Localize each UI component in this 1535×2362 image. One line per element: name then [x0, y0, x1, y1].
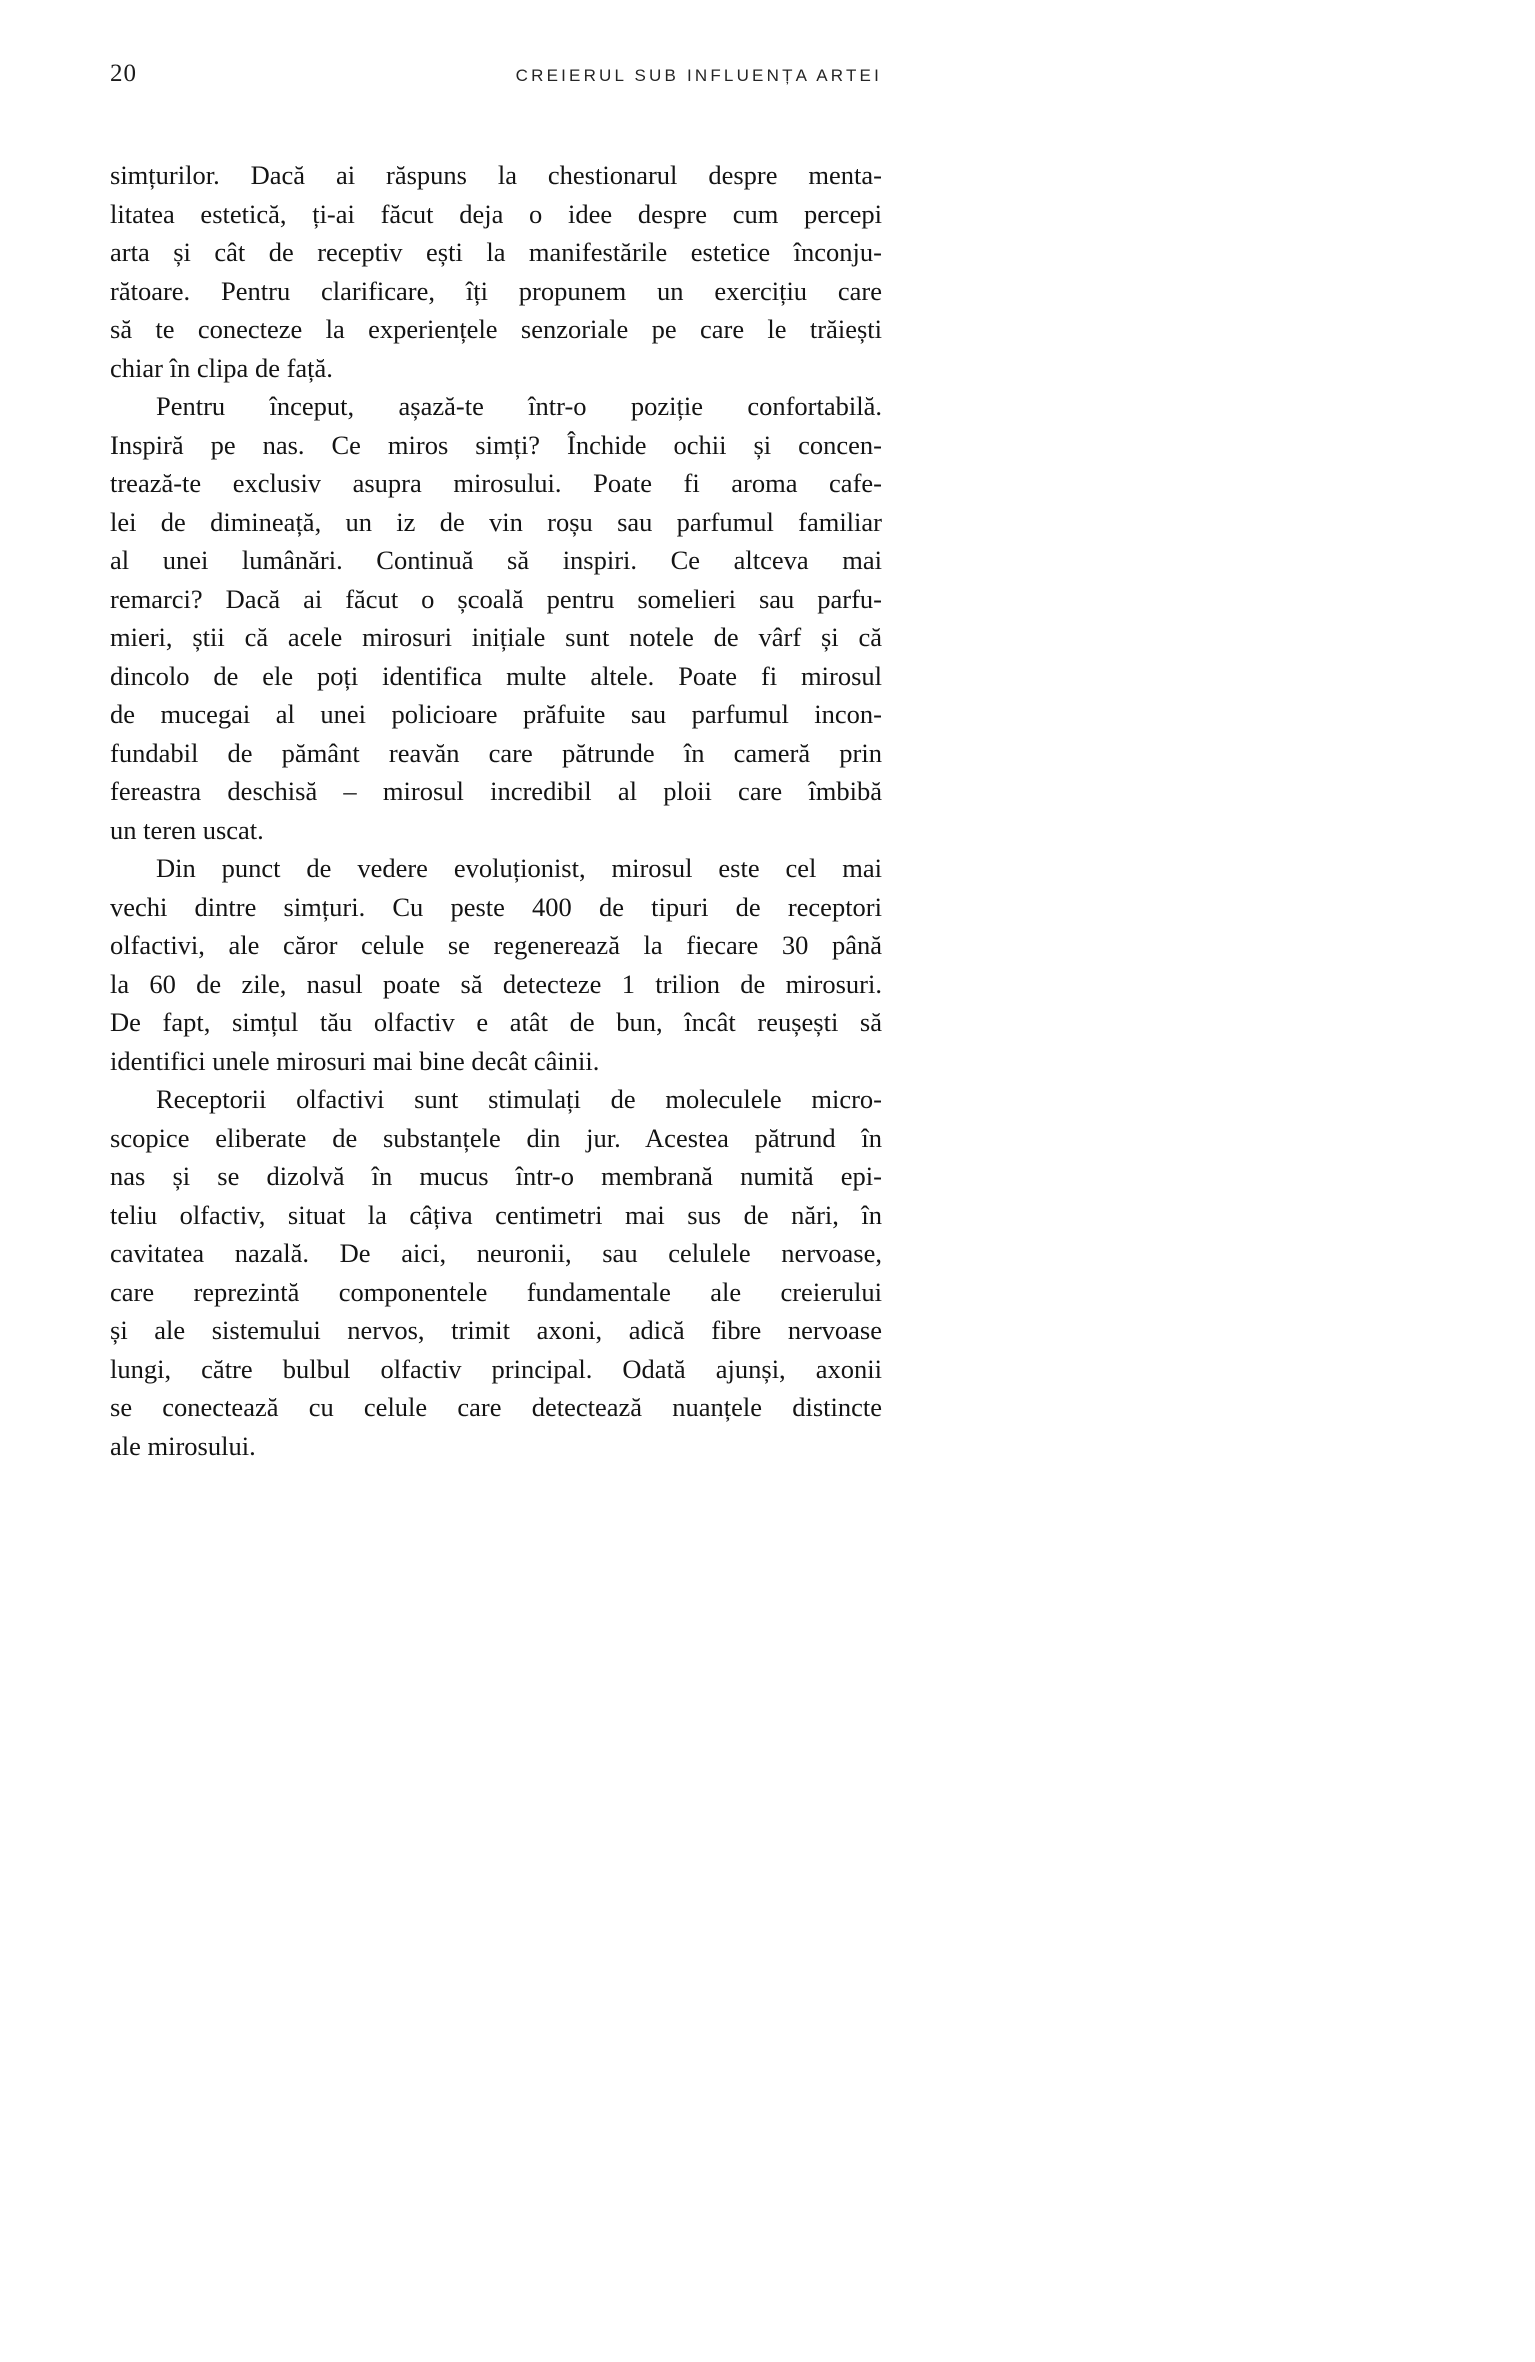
text-line: la 60 de zile, nasul poate să detecteze 1 trilion de mirosuri. — [110, 968, 882, 999]
text-line: care reprezintă componentele fundamentale ale creierului — [110, 1276, 882, 1307]
text-line: lei de dimineață, un iz de vin roșu sau parfumul familiar — [110, 506, 882, 537]
text-line: cavitatea nazală. De aici, neuronii, sau celulele nervoase, — [110, 1238, 882, 1268]
text-line: de mucegai al unei policioare prăfuite sau parfumul incon- — [110, 699, 882, 729]
text-line: olfactivi, ale căror celule se regenerează la fiecare 30 până — [110, 930, 882, 960]
text-line: și ale sistemului nervos, trimit axoni, adică fibre nervoase — [110, 1315, 882, 1345]
paragraph — [110, 1080, 882, 1465]
text-line: De fapt, simțul tău olfactiv e atât de bun, încât reușești să — [110, 1007, 882, 1037]
paragraph — [110, 156, 882, 387]
text-line: simțurilor. Dacă ai răspuns la chestionarul despre menta- — [110, 160, 882, 190]
text-line: se conectează cu celule care detectează nuanțele distincte — [110, 1392, 882, 1422]
text-line: litatea estetică, ți-ai făcut deja o idee despre cum percepi — [110, 198, 882, 229]
text-line: rătoare. Pentru clarificare, îți propunem un exercițiu care — [110, 275, 882, 306]
text-line: chiar în clipa de față. — [110, 352, 333, 383]
text-line: Pentru început, așază-te într-o poziție confortabilă. — [156, 391, 882, 421]
text-line: Inspiră pe nas. Ce miros simți? Închide ochii și concen- — [110, 429, 882, 460]
text-line: fundabil de pământ reavăn care pătrunde în cameră prin — [110, 737, 882, 768]
text-line: dincolo de ele poți identifica multe altele. Poate fi mirosul — [110, 660, 882, 691]
text-line: identifici unele mirosuri mai bine decât câinii. — [110, 1045, 600, 1076]
text-line: arta și cât de receptiv ești la manifestările estetice înconju- — [110, 237, 882, 267]
text-line: vechi dintre simțuri. Cu peste 400 de tipuri de receptori — [110, 891, 882, 922]
text-line: remarci? Dacă ai făcut o școală pentru somelieri sau parfu- — [110, 583, 882, 614]
text-line: fereastra deschisă – mirosul incredibil al ploii care îmbibă — [110, 776, 882, 806]
text-line: Din punct de vedere evoluționist, mirosul este cel mai — [156, 853, 882, 883]
text-line: teliu olfactiv, situat la câțiva centimetri mai sus de nări, în — [110, 1199, 882, 1230]
text-line: al unei lumânări. Continuă să inspiri. Ce altceva mai — [110, 545, 882, 575]
text-line: lungi, către bulbul olfactiv principal. Odată ajunși, axonii — [110, 1353, 882, 1384]
text-line: mieri, știi că acele mirosuri inițiale sunt notele de vârf și că — [110, 622, 882, 652]
text-line: ale mirosului. — [110, 1430, 256, 1461]
paragraph — [110, 849, 882, 1080]
text-line: trează-te exclusiv asupra mirosului. Poate fi aroma cafe- — [110, 468, 882, 498]
paragraph — [110, 387, 882, 849]
text-line: scopice eliberate de substanțele din jur. Acestea pătrund în — [110, 1122, 882, 1153]
page-header — [110, 60, 882, 88]
text-block — [110, 156, 882, 1465]
running-title: CREIERUL SUB INFLUENȚA ARTEI — [515, 66, 882, 85]
text-line: Receptorii olfactivi sunt stimulați de moleculele micro- — [156, 1084, 882, 1114]
text-line: un teren uscat. — [110, 814, 264, 845]
text-line: să te conecteze la experiențele senzoriale pe care le trăiești — [110, 314, 882, 344]
page-number: 20 — [110, 60, 137, 87]
text-line: nas și se dizolvă în mucus într-o membrană numită epi- — [110, 1161, 882, 1191]
